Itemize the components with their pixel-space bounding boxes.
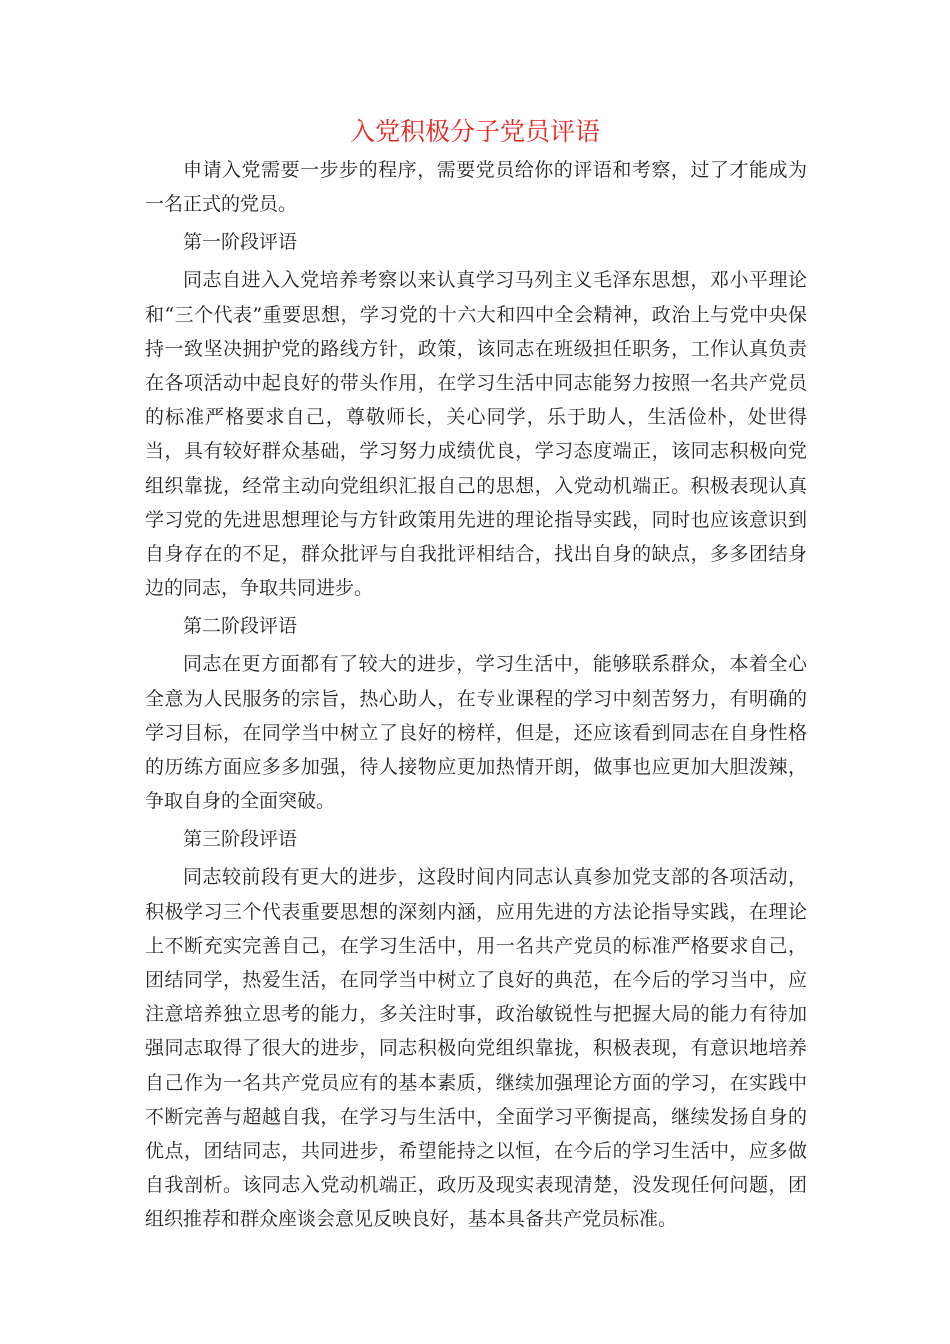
stage2-paragraph: 同志在更方面都有了较大的进步，学习生活中，能够联系群众，本着全心全意为人民服务的宗旨，热心助人，在专业课程的学习中刻苦努力，有明确的学习目标，在同学当中树立了良好的榜样，但是，还应该看到同志在自身性格的历练方面应多多加强，待人接物应更加热情开朗，做事也应更加大胆泼辣，争取自身的全面突破。	[145, 653, 807, 813]
stage1-paragraph: 同志自进入入党培养考察以来认真学习马列主义毛泽东思想，邓小平理论和“三个代表”重要思想，学习党的十六大和四中全会精神，政治上与党中央保持一致坚决拥护党的路线方针，政策，该同志在班级担任职务，工作认真负责在各项活动中起良好的带头作用，在学习生活中同志能努力按照一名共产党员的标准严格要求自己，尊敬师长，关心同学，乐于助人，生活俭朴，处世得当，具有较好群众基础，学习努力成绩优良，学习态度端正，该同志积极向党组织靠拢，经常主动向党组织汇报自己的思想，入党动机端正。积极表现认真学习党的先进思想理论与方针政策用先进的理论指导实践，同时也应该意识到自身存在的不足，群众批评与自我批评相结合，找出自身的缺点，多多团结身边的同志，争取共同进步。	[145, 269, 807, 600]
stage3-paragraph: 同志较前段有更大的进步，这段时间内同志认真参加党支部的各项活动，积极学习三个代表重要思想的深刻内涵，应用先进的方法论指导实践，在理论上不断充实完善自己，在学习生活中，用一名共产党员的标准严格要求自己，团结同学，热爱生活，在同学当中树立了良好的典范，在今后的学习当中，应注意培养独立思考的能力，多关注时事，政治敏锐性与把握大局的能力有待加强同志取得了很大的进步，同志积极向党组织靠拢，积极表现，有意识地培养自己作为一名共产党员应有的基本素质，继续加强理论方面的学习，在实践中不断完善与超越自我，在学习与生活中，全面学习平衡提高，继续发扬自身的优点，团结同志，共同进步，希望能持之以恒，在今后的学习生活中，应多做自我剖析。该同志入党动机端正，政历及现实表现清楚，没发现任何问题，团组织推荐和群众座谈会意见反映良好，基本具备共产党员标准。	[145, 866, 807, 1231]
stage2-heading: 第二阶段评语	[183, 615, 298, 638]
document-body	[145, 153, 807, 1237]
stage3-heading: 第三阶段评语	[183, 828, 298, 851]
intro-paragraph: 申请入党需要一步步的程序，需要党员给你的评语和考察，过了才能成为一名正式的党员。	[145, 159, 807, 216]
stage1-heading: 第一阶段评语	[183, 231, 298, 254]
document-title: 入党积极分子党员评语	[349, 117, 600, 146]
